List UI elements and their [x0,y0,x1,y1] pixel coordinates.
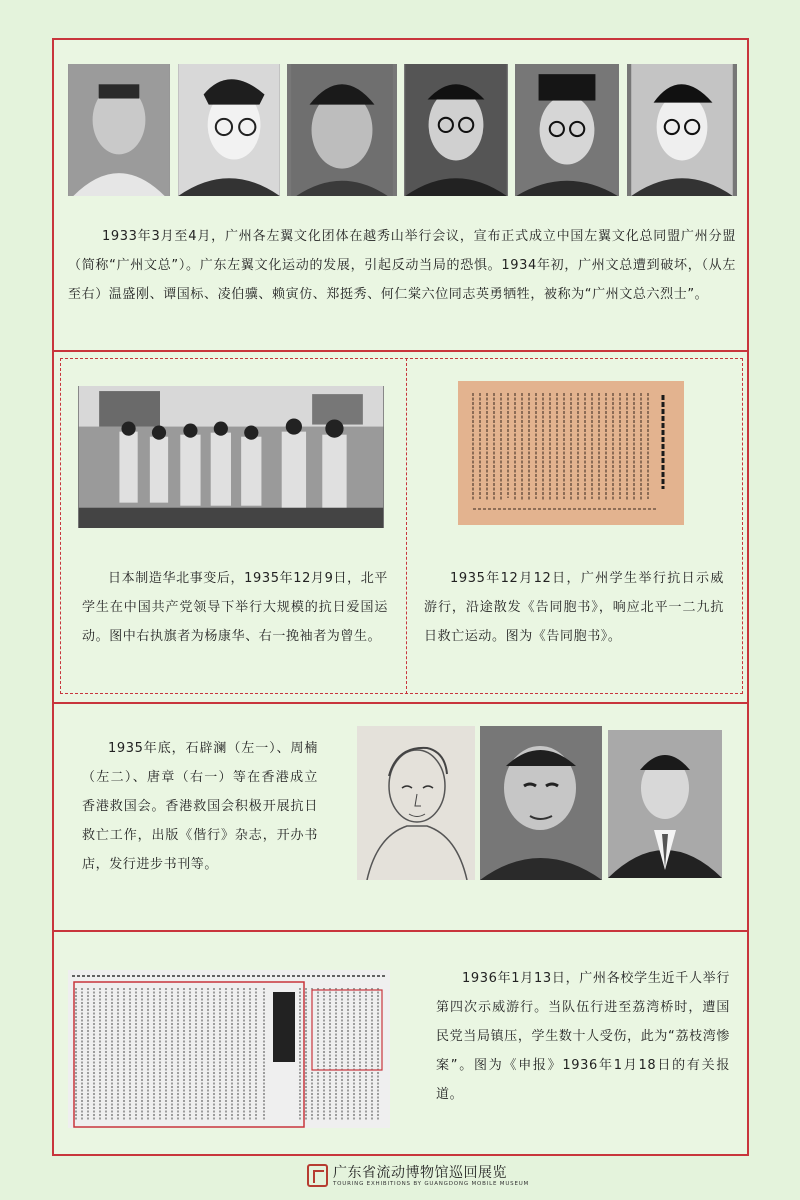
divider-1 [54,350,747,352]
student-protest-photo [78,386,384,528]
portrait-photo-1 [68,64,170,196]
section3-caption: 1935年底，石辟澜（左一）、周楠（左二）、唐章（右一）等在香港成立香港救国会。香港救国会积极开展抗日救亡工作，出版《偕行》杂志，开办书店，发行进步书刊等。 [82,741,318,872]
section2-dashed-divider [406,358,407,694]
portrait-photo-2 [178,64,280,196]
portrait-photo-3 [287,64,397,196]
section2-left-caption: 日本制造华北事变后，1935年12月9日，北平学生在中国共产党领导下举行大规模的抗日爱国运动。图中右执旗者为杨康华、右一挽袖者为曾生。 [82,571,388,644]
section1-caption: 1933年3月至4月，广州各左翼文化团体在越秀山举行会议，宣布正式成立中国左翼文化总同盟广州分盟（简称“广州文总”）。广东左翼文化运动的发展，引起反动当局的恐惧。1934年初，广州文总遭到破坏，（从左至右）温盛刚、谭国标、凌伯骥、赖寅仿、郑挺秀、何仁棠六位同志英勇牺牲，被称为“广州文总六烈士”。 [68,229,736,302]
leaflet-photo [458,381,684,525]
museum-logo-icon [307,1164,328,1187]
shenbao-newspaper-photo [68,970,390,1128]
portrait-photo-4 [404,64,508,196]
suit-portrait-photo [608,730,722,878]
footer-subtitle: TOURING EXHIBITIONS BY GUANGDONG MOBILE MUSEUM [333,1181,530,1187]
exhibit-board [52,38,749,1156]
divider-2 [54,702,747,704]
divider-3 [54,930,747,932]
section4-caption: 1936年1月13日，广州各校学生近千人举行第四次示威游行。当队伍行进至荔湾桥时，遭国民党当局镇压，学生数十人受伤，此为“荔枝湾惨案”。图为《申报》1936年1月18日的有关报道。 [436,971,730,1102]
museum-footer [0,1162,800,1194]
portrait-photo-6 [627,64,737,196]
man-portrait-photo [480,726,602,880]
footer-title: 广东省流动博物馆巡回展览 [333,1165,507,1181]
section2-right-caption: 1935年12月12日，广州学生举行抗日示威游行，沿途散发《告同胞书》，响应北平一二九抗日救亡运动。图为《告同胞书》。 [424,571,724,644]
sketch-portrait-photo [357,726,475,880]
portrait-photo-5 [515,64,619,196]
